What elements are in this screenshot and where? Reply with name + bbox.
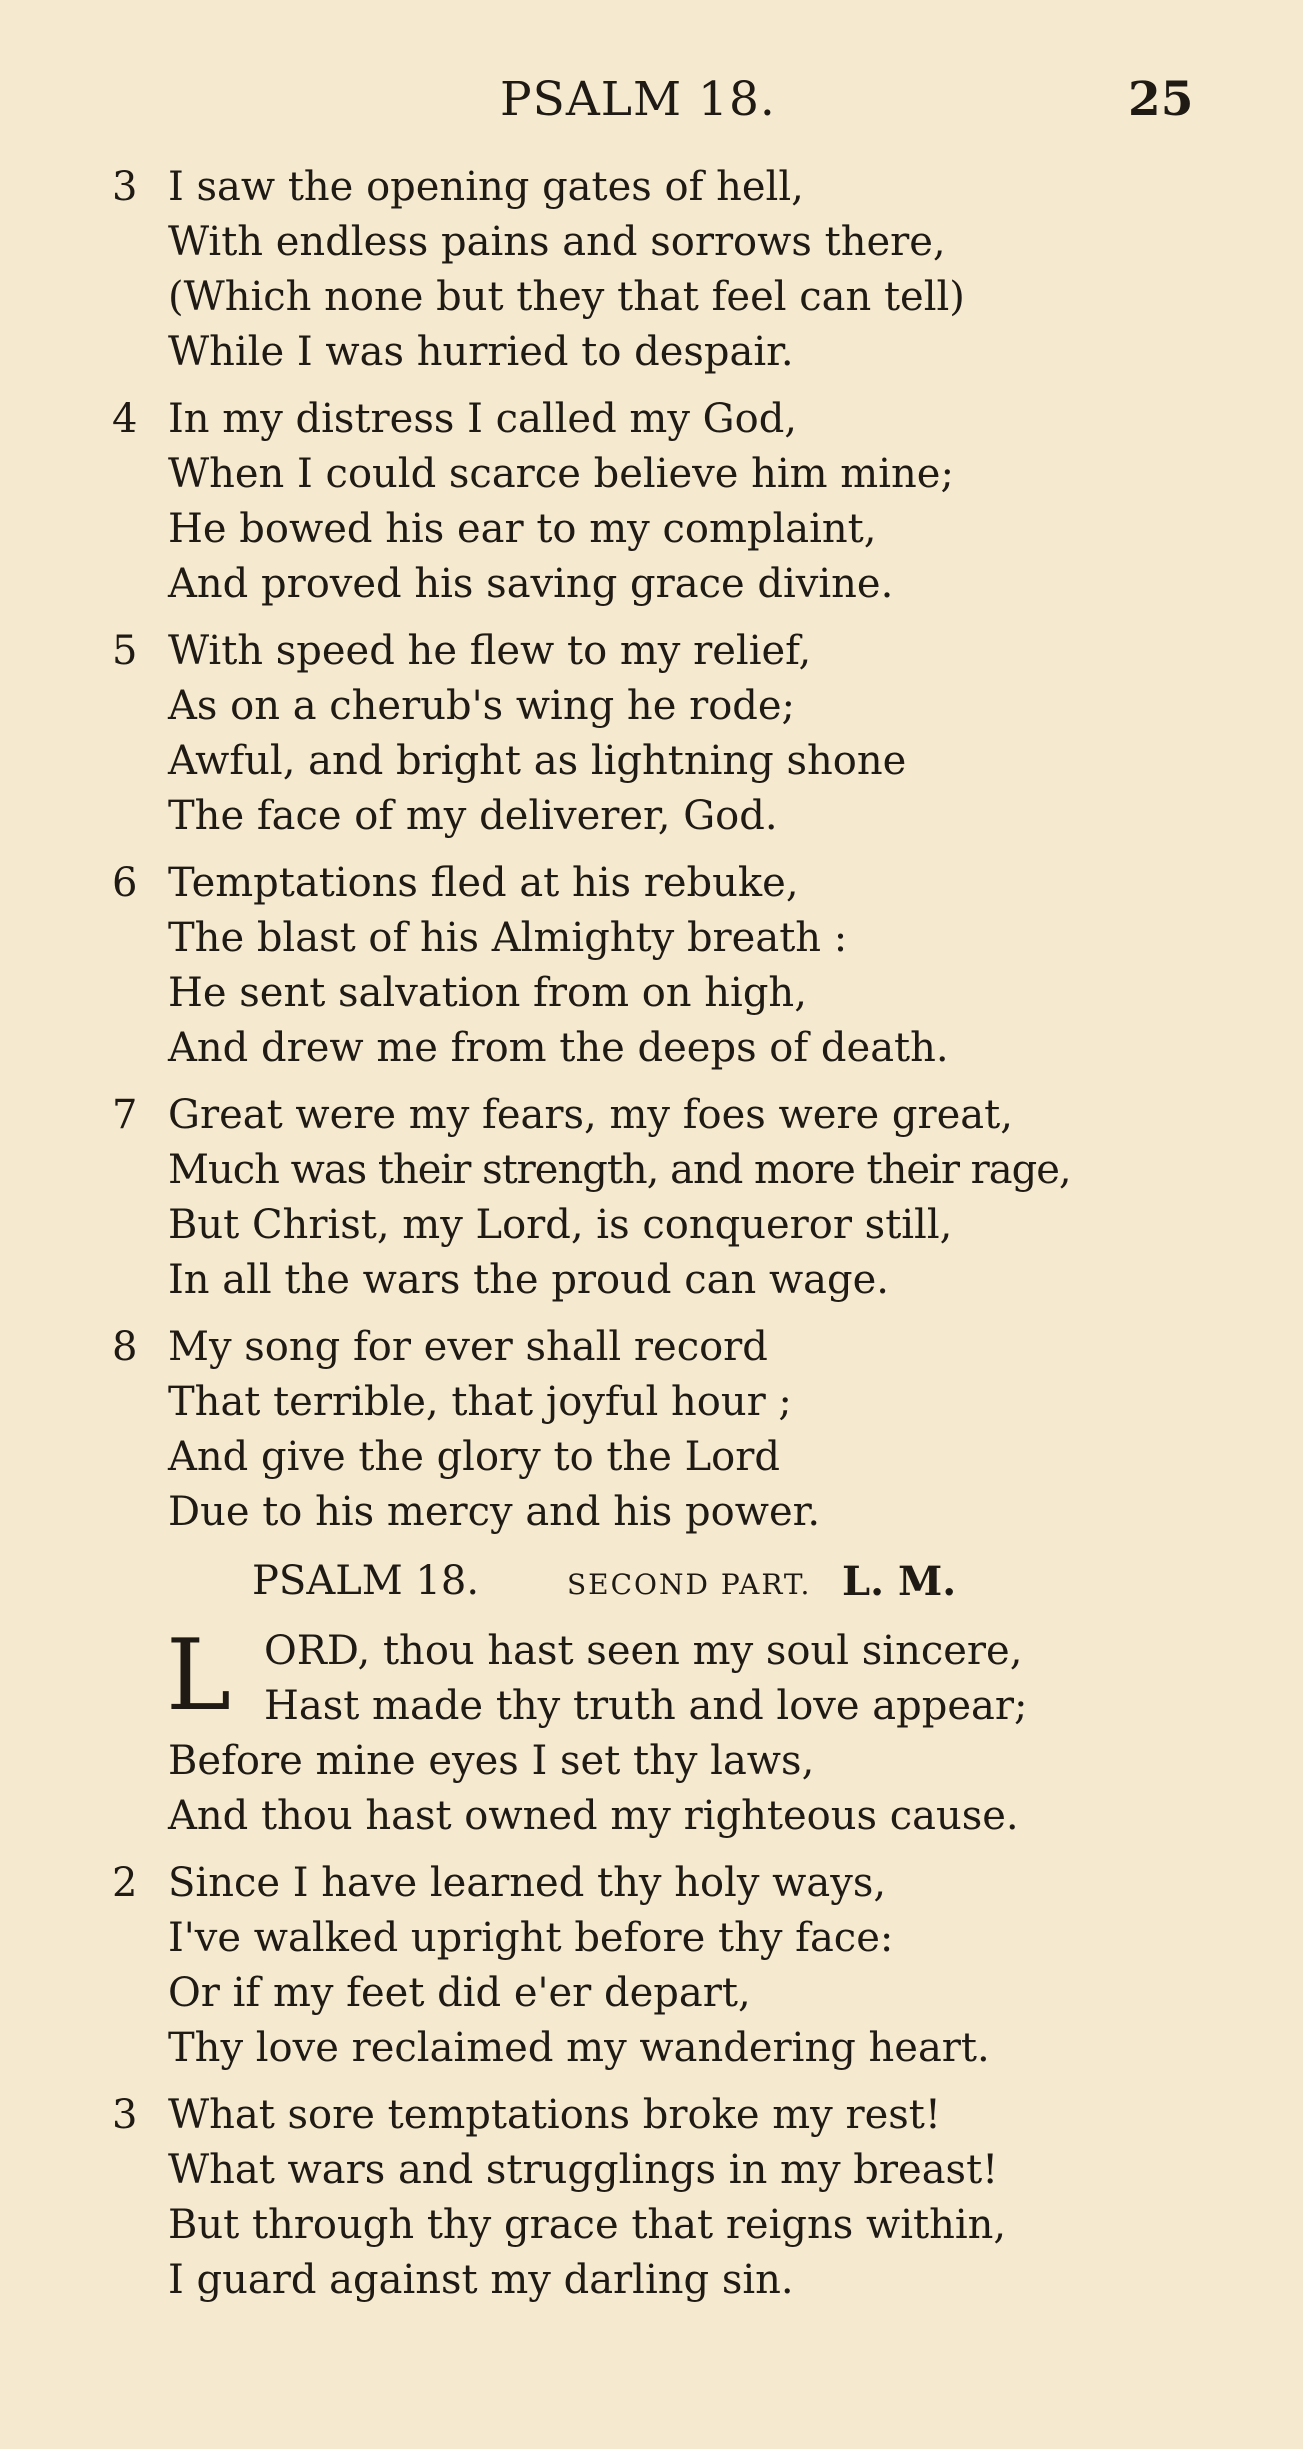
verse-line: What wars and strugglings in my breast! bbox=[168, 2147, 999, 2193]
verse-line: That terrible, that joyful hour ; bbox=[168, 1379, 792, 1425]
verse-line: But Christ, my Lord, is conqueror still, bbox=[168, 1202, 953, 1248]
drop-cap-letter: L bbox=[166, 1619, 232, 1733]
verse-line: Awful, and bright as lightning shone bbox=[168, 738, 907, 784]
verse-line: The blast of his Almighty breath : bbox=[168, 915, 848, 961]
verse-line: My song for ever shall record bbox=[168, 1324, 768, 1370]
verse-line: In all the wars the proud can wage. bbox=[168, 1257, 890, 1303]
stanza-3 bbox=[112, 160, 1192, 380]
verse-line: When I could scarce believe him mine; bbox=[168, 451, 954, 497]
verse-line: As on a cherub's wing he rode; bbox=[168, 683, 796, 729]
stanza-4 bbox=[112, 392, 1192, 612]
stanza-number: 8 bbox=[112, 1324, 138, 1370]
verse-line: While I was hurried to despair. bbox=[168, 329, 794, 375]
verse-line: He bowed his ear to my complaint, bbox=[168, 506, 877, 552]
stanza-number: 7 bbox=[112, 1092, 138, 1138]
verse-line: What sore temptations broke my rest! bbox=[168, 2092, 941, 2138]
stanza-6 bbox=[112, 856, 1192, 1076]
verse-line: With speed he flew to my relief, bbox=[168, 628, 812, 674]
verse-line: Thy love reclaimed my wandering heart. bbox=[168, 2025, 990, 2071]
verse-line: I've walked upright before thy face: bbox=[168, 1915, 894, 1961]
stanza-number: 3 bbox=[112, 2092, 138, 2138]
verse-line: I saw the opening gates of hell, bbox=[168, 164, 804, 210]
verse-line: Due to his mercy and his power. bbox=[168, 1489, 821, 1535]
stanza-7 bbox=[112, 1088, 1192, 1308]
verse-line: And drew me from the deeps of death. bbox=[168, 1025, 949, 1071]
verse-line: I guard against my darling sin. bbox=[168, 2257, 794, 2303]
section-title: PSALM 18. bbox=[252, 1558, 480, 1604]
stanza-8 bbox=[112, 1320, 1192, 1540]
verse-line: Since I have learned thy holy ways, bbox=[168, 1860, 887, 1906]
section-heading bbox=[112, 1552, 1192, 1622]
verse-line: Great were my fears, my foes were great, bbox=[168, 1092, 1013, 1138]
stanza-3-part2 bbox=[112, 2088, 1192, 2308]
verse-line: And give the glory to the Lord bbox=[168, 1434, 780, 1480]
verse-line: ORD, thou hast seen my soul sincere, bbox=[264, 1628, 1023, 1674]
verse-line: And thou hast owned my righteous cause. bbox=[168, 1793, 1019, 1839]
verse-line: Or if my feet did e'er depart, bbox=[168, 1970, 751, 2016]
verse-line: But through thy grace that reigns within, bbox=[168, 2202, 1007, 2248]
stanza-number: 6 bbox=[112, 860, 138, 906]
verse-line: Before mine eyes I set thy laws, bbox=[168, 1738, 815, 1784]
verse-line: And proved his saving grace divine. bbox=[168, 561, 894, 607]
verse-line: (Which none but they that feel can tell) bbox=[168, 274, 965, 320]
verse-line: The face of my deliverer, God. bbox=[168, 793, 778, 839]
verse-line: Much was their strength, and more their rage, bbox=[168, 1147, 1071, 1193]
verse-line: Temptations fled at his rebuke, bbox=[168, 860, 799, 906]
running-title: PSALM 18. bbox=[500, 72, 776, 127]
stanza-number: 4 bbox=[112, 396, 138, 442]
verse-line: In my distress I called my God, bbox=[168, 396, 798, 442]
page-number: 25 bbox=[1128, 72, 1194, 127]
verse-line: Hast made thy truth and love appear; bbox=[264, 1683, 1028, 1729]
stanza-number: 2 bbox=[112, 1860, 138, 1906]
page-header bbox=[0, 72, 1303, 142]
verse-line: With endless pains and sorrows there, bbox=[168, 219, 946, 265]
stanza-1-dropcap bbox=[112, 1619, 1192, 1844]
verse-line: He sent salvation from on high, bbox=[168, 970, 807, 1016]
stanza-number: 3 bbox=[112, 164, 138, 210]
stanza-5 bbox=[112, 624, 1192, 844]
stanza-2-part2 bbox=[112, 1856, 1192, 2076]
stanza-number: 5 bbox=[112, 628, 138, 674]
section-part-label: SECOND PART. bbox=[567, 1568, 812, 1601]
section-meter: L. M. bbox=[842, 1558, 957, 1605]
page-body bbox=[112, 160, 1192, 2320]
